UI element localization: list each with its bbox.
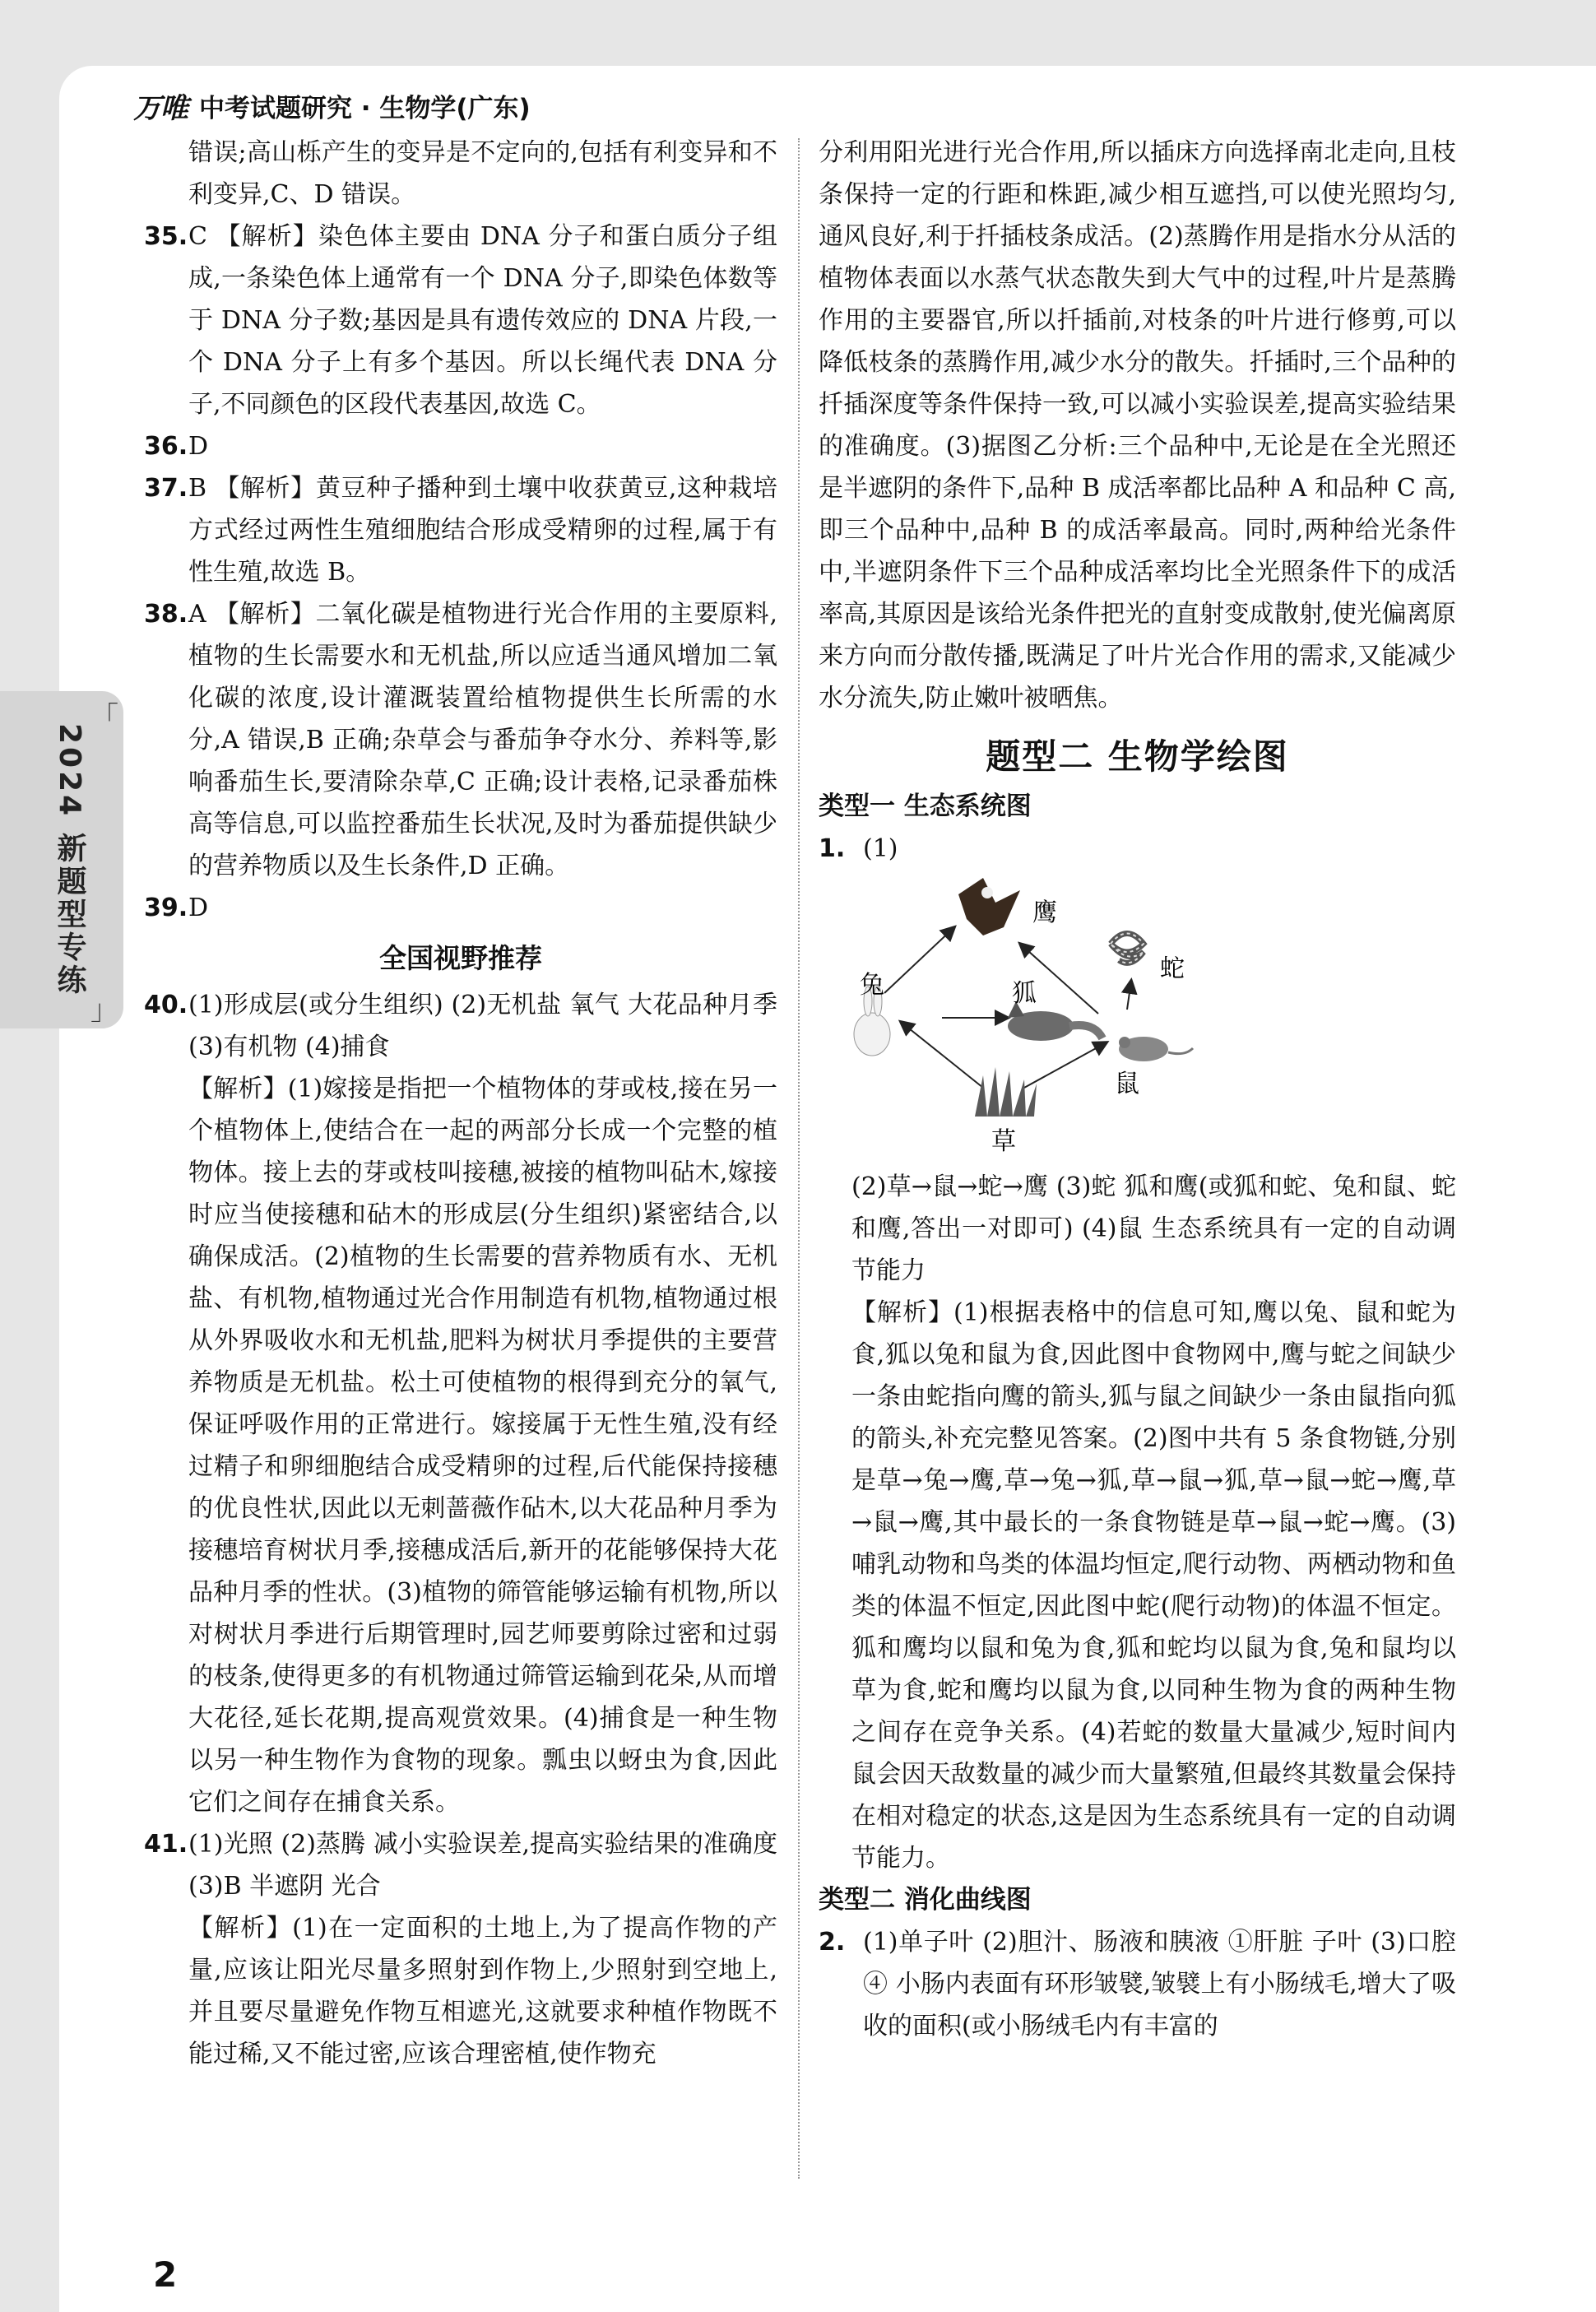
right-column xyxy=(819,132,1456,2047)
label-snake: 蛇 xyxy=(1160,954,1185,983)
bracket-top-icon: 「 xyxy=(90,701,118,734)
question-number: 1. xyxy=(819,834,846,863)
arrow-grass-rabbit xyxy=(901,1022,983,1088)
answer-text: (2)草→鼠→蛇→鹰 (3)蛇 狐和鹰(或狐和蛇、兔和鼠、蛇和鹰,答出一对即可) (4)鼠 生态系统具有一定的自动调节能力 xyxy=(851,1172,1456,1285)
category-heading: 类型一 生态系统图 xyxy=(819,792,1032,821)
food-web-svg xyxy=(819,870,1263,1166)
column-divider xyxy=(798,138,800,2179)
arrow-mouse-snake xyxy=(1127,981,1131,1010)
answer-text: C 【解析】染色体主要由 DNA 分子和蛋白质分子组成,一条染色体上通常有一个 DNA 分子,即染色体数等于 DNA 分子数;基因是具有遗传效应的 DNA 片段,一个 DNA 分子上有多个基因。所以长绳代表 DNA 分子,不同颜色的区段代表基因,故选 C。 xyxy=(188,222,777,419)
answer-text: D xyxy=(188,894,209,922)
question-number: 38. xyxy=(144,600,188,629)
label-rabbit: 兔 xyxy=(860,971,884,1000)
question-number: 35. xyxy=(144,222,188,251)
analysis-text: 【解析】(1)根据表格中的信息可知,鹰以兔、鼠和蛇为食,狐以兔和鼠为食,因此图中食物网中,鹰与蛇之间缺少一条由蛇指向鹰的箭头,狐与鼠之间缺少一条由鼠指向狐的箭头,补充完整见答案。(2)图中共有 5 条食物链,分别是草→兔→鹰,草→兔→狐,草→鼠→狐,草→鼠→蛇→鹰,草→鼠→鹰,其中最长的一条食物链是草→鼠→蛇→鹰。(3)哺乳动物和鸟类的体温均恒定,爬行动物、两栖动物和鱼类的体温不恒定,因此图中蛇(爬行动物)的体温不恒定。狐和鹰均以鼠和兔为食,狐和蛇均以鼠为食,兔和鼠均以草为食,蛇和鹰均以鼠为食,以同种生物为食的两种生物之间存在竞争关系。(4)若蛇的数量大量减少,短时间内鼠会因天敌数量的减少而大量繁殖,但最终其数量会保持在相对稳定的状态,这是因为生态系统具有一定的自动调节能力。 xyxy=(851,1298,1456,1873)
category-heading: 类型二 消化曲线图 xyxy=(819,1885,1032,1915)
part-label: (1) xyxy=(863,834,898,863)
answer-text: B 【解析】黄豆种子播种到土壤中收获黄豆,这种栽培方式经过两性生殖细胞结合形成受精卵的过程,属于有性生殖,故选 B。 xyxy=(188,474,777,587)
mouse-icon xyxy=(1119,1037,1193,1061)
bracket-bottom-icon: 」 xyxy=(90,994,118,1027)
question-35 xyxy=(144,216,777,425)
page-header xyxy=(133,86,531,125)
arrow-rabbit-eagle xyxy=(884,927,954,993)
book-title: 中考试题研究 · 生物学(广东) xyxy=(199,93,531,123)
arrow-grass-mouse xyxy=(1024,1042,1107,1088)
question-1 xyxy=(819,828,1456,870)
label-mouse: 鼠 xyxy=(1115,1070,1139,1098)
answer-text: A 【解析】二氧化碳是植物进行光合作用的主要原料,植物的生长需要水和无机盐,所以应适当通风增加二氧化碳的浓度,设计灌溉装置给植物提供生长所需的水分,A 错误,B 正确;杂草会与番茄争夺水分、养料等,影响番茄生长,要清除杂草,C 正确;设计表格,记录番茄株高等信息,可以监控番茄生长状况,及时为番茄提供缺少的营养物质以及生长条件,D 正确。 xyxy=(188,600,777,880)
question-38 xyxy=(144,593,777,887)
answer-text: (1)形成层(或分生组织) (2)无机盐 氧气 大花品种月季 (3)有机物 (4)捕食 xyxy=(188,991,777,1061)
question-37 xyxy=(144,467,777,593)
analysis-text: 【解析】(1)嫁接是指把一个植物体的芽或枝,接在另一个植物体上,使结合在一起的两部分长成一个完整的植物体。接上去的芽或枝叫接穗,被接的植物叫砧木,嫁接时应当使接穗和砧木的形成层(分生组织)紧密结合,以确保成活。(2)植物的生长需要的营养物质有水、无机盐、有机物,植物通过光合作用制造有机物,植物通过根从外界吸收水和无机盐,肥料为树状月季提供的主要营养物质是无机盐。松土可使植物的根得到充分的氧气,保证呼吸作用的正常进行。嫁接属于无性生殖,没有经过精子和卵细胞结合成受精卵的过程,后代能保持接穗的优良性状,因此以无刺蔷薇作砧木,以大花品种月季为接穗培育树状月季,接穗成活后,新开的花能够保持大花品种月季的性状。(3)植物的筛管能够运输有机物,所以对树状月季进行后期管理时,园艺师要剪除过密和过弱的枝条,使得更多的有机物通过筛管运输到花朵,从而增大花径,延长花期,提高观赏效果。(4)捕食是一种生物以另一种生物作为食物的现象。瓢虫以蚜虫为食,因此它们之间存在捕食关系。 xyxy=(188,1075,777,1817)
eagle-icon xyxy=(958,878,1020,935)
section-title: 全国视野推荐 xyxy=(379,942,542,974)
page-number: 2 xyxy=(153,2254,178,2295)
brand-logo: 万唯 xyxy=(133,91,188,125)
grass-icon xyxy=(975,1067,1037,1117)
food-web-diagram xyxy=(819,870,1456,1166)
question-number: 40. xyxy=(144,991,188,1019)
snake-icon xyxy=(1111,934,1144,963)
left-column xyxy=(144,132,777,2075)
label-fox: 狐 xyxy=(1012,979,1037,1008)
label-eagle: 鹰 xyxy=(1032,898,1057,927)
question-number: 37. xyxy=(144,474,188,503)
analysis-text: 【解析】(1)在一定面积的土地上,为了提高作物的产量,应该让阳光尽量多照射到作物上,少照射到空地上,并且要尽量避免作物互相遮光,这就要求种植作物既不能过稀,又不能过密,应该合理密植,使作物充 xyxy=(188,1914,777,2068)
question-39 xyxy=(144,887,777,929)
answer-text: (1)光照 (2)蒸腾 减小实验误差,提高实验结果的准确度 (3)B 半遮阴 光合 xyxy=(188,1830,777,1901)
question-number: 36. xyxy=(144,432,188,461)
intro-paragraph: 错误;高山栎产生的变异是不定向的,包括有利变异和不利变异,C、D 错误。 xyxy=(188,138,777,209)
question-40 xyxy=(144,984,777,1068)
label-grass: 草 xyxy=(991,1127,1016,1156)
question-41 xyxy=(144,1823,777,1907)
side-tab-label: 2024 新题型专练 xyxy=(53,722,86,997)
section-heading: 题型二 生物学绘图 xyxy=(986,736,1289,777)
question-2 xyxy=(819,1921,1456,2047)
question-number: 2. xyxy=(819,1928,846,1957)
question-number: 41. xyxy=(144,1830,188,1859)
question-number: 39. xyxy=(144,894,188,922)
answer-text: (1)单子叶 (2)胆汁、肠液和胰液 ①肝脏 子叶 (3)口腔 ④ 小肠内表面有环形皱襞,皱襞上有小肠绒毛,增大了吸收的面积(或小肠绒毛内有丰富的 xyxy=(863,1928,1456,2040)
continued-paragraph: 分利用阳光进行光合作用,所以插床方向选择南北走向,且枝条保持一定的行距和株距,减少相互遮挡,可以使光照均匀,通风良好,利于扦插枝条成活。(2)蒸腾作用是指水分从活的植物体表面以水蒸气状态散失到大气中的过程,叶片是蒸腾作用的主要器官,所以扦插前,对枝条的叶片进行修剪,可以降低枝条的蒸腾作用,减少水分的散失。扦插时,三个品种的扦插深度等条件保持一致,可以减小实验误差,提高实验结果的准确度。(3)据图乙分析:三个品种中,无论是在全光照还是半遮阴的条件下,品种 B 成活率都比品种 A 和品种 C 高,即三个品种中,品种 B 的成活率最高。同时,两种给光条件中,半遮阴条件下三个品种成活率均比全光照条件下的成活率高,其原因是该给光条件把光的直射变成散射,使光偏离原来方向而分散传播,既满足了叶片光合作用的需求,又能减少水分流失,防止嫩叶被晒焦。 xyxy=(819,138,1456,713)
question-36 xyxy=(144,425,777,467)
answer-text: D xyxy=(188,432,209,461)
